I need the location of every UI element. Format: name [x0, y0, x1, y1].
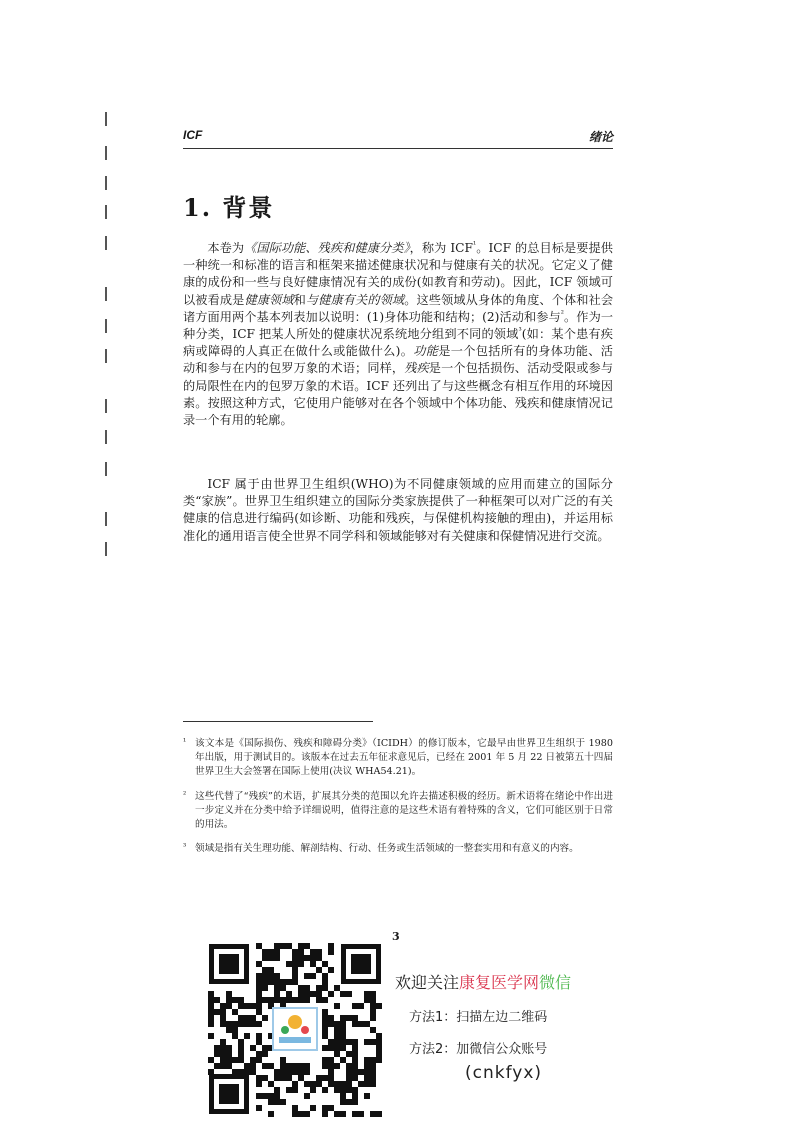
- background-paragraph-1: 本卷为《国际功能、残疾和健康分类》，称为 $ICF^{^1}$。ICF 的总目标是要提供一种统一和标准的语言和框架来描述健康状况和与健康有关的状况。它定义了健康的成份和一些与良好健康情况有关的成份(如教育和劳动)。因此，ICF 领域可以被看成是健康领域和与健康有关的领域。这些领域从身体的角度、个体和社会诸方面用两个基本列表加以说明：(1)身体功能和结构；(2)活动和参与$^{^2}$。作为一种分类，ICF 把某人所处的健康状况系统地分组到不同的领域$^{^3}$(如：某个患有疾病或障碍的人真正在做什么或能做什么)。功能是一个包括所有的身体功能、活动和参与在内的包罗万象的术语；同样，残疾是一个包括损伤、活动受限或参与的局限性在内的包罗万象的术语。ICF 还列出了与这些概念有相互作用的环境因素。按照这种方式，它使用户能够对在各个领域中个体功能、残疾和健康情况记录一个有用的轮廓。: [183, 239, 614, 428]
- footnote-ref-3: ³: [518, 325, 522, 335]
- wechat-promo: [395, 970, 635, 1083]
- icf-full-title: 《国际功能、残疾和健康分类》: [244, 241, 410, 255]
- promo-title: 欢迎关注康复医学网微信: [395, 973, 572, 992]
- running-header: [183, 128, 613, 149]
- promo-handle: (cnkfyx): [465, 1063, 543, 1083]
- header-left-title: ICF: [183, 128, 203, 142]
- footnote-ref-1: ¹: [472, 239, 477, 249]
- chapter-title: 1. 背景: [183, 193, 275, 222]
- qr-code: [205, 940, 385, 1118]
- footnotes: [183, 737, 613, 866]
- qr-code-graphic: [205, 940, 385, 1118]
- background-paragraph-2: ICF 属于由世界卫生组织(WHO)为不同健康领域的应用而建立的国际分类“家族”。世界卫生组织建立的国际分类家族提供了一种框架可以对广泛的有关健康的信息进行编码(如诊断、功能和残疾，与保健机构接触的理由)，并运用标准化的通用语言使全世界不同学科和领域能够对有关健康和保健情况进行交流。: [183, 477, 613, 543]
- page-number: 3: [392, 930, 400, 943]
- promo-method-1: 方法1：扫描左边二维码: [409, 1010, 548, 1025]
- promo-brand: 康复医学网: [459, 973, 540, 992]
- footnote-2: ² 这些代替了“残疾”的术语，扩展其分类的范围以允许去描述积极的经历。新术语将在绪论中作出进一步定义并在分类中给予详细说明，值得注意的是这些术语有着特殊的含义，它们可能区别于日常的用法。: [183, 789, 613, 831]
- promo-wechat: 微信: [539, 973, 572, 992]
- header-right-section: 绪论: [588, 130, 613, 144]
- footnote-ref-2: ²: [560, 308, 564, 318]
- footnote-divider: [183, 721, 373, 722]
- footnote-1: ¹ 该文本是《国际损伤、残疾和障碍分类》（ICIDH）的修订版本，它最早由世界卫生组织于 1980 年出版，用于测试目的。该版本在过去五年征求意见后，已经在 2001 年 5 月 22 日被第五十四届世界卫生大会签署在国际上使用(决议 WHA54.21)。: [183, 737, 613, 778]
- promo-method-2: 方法2：加微信公众账号: [409, 1042, 548, 1057]
- footnote-3: ³ 领域是指有关生理功能、解剖结构、行动、任务或生活领域的一整套实用和有意义的内容。: [183, 842, 579, 855]
